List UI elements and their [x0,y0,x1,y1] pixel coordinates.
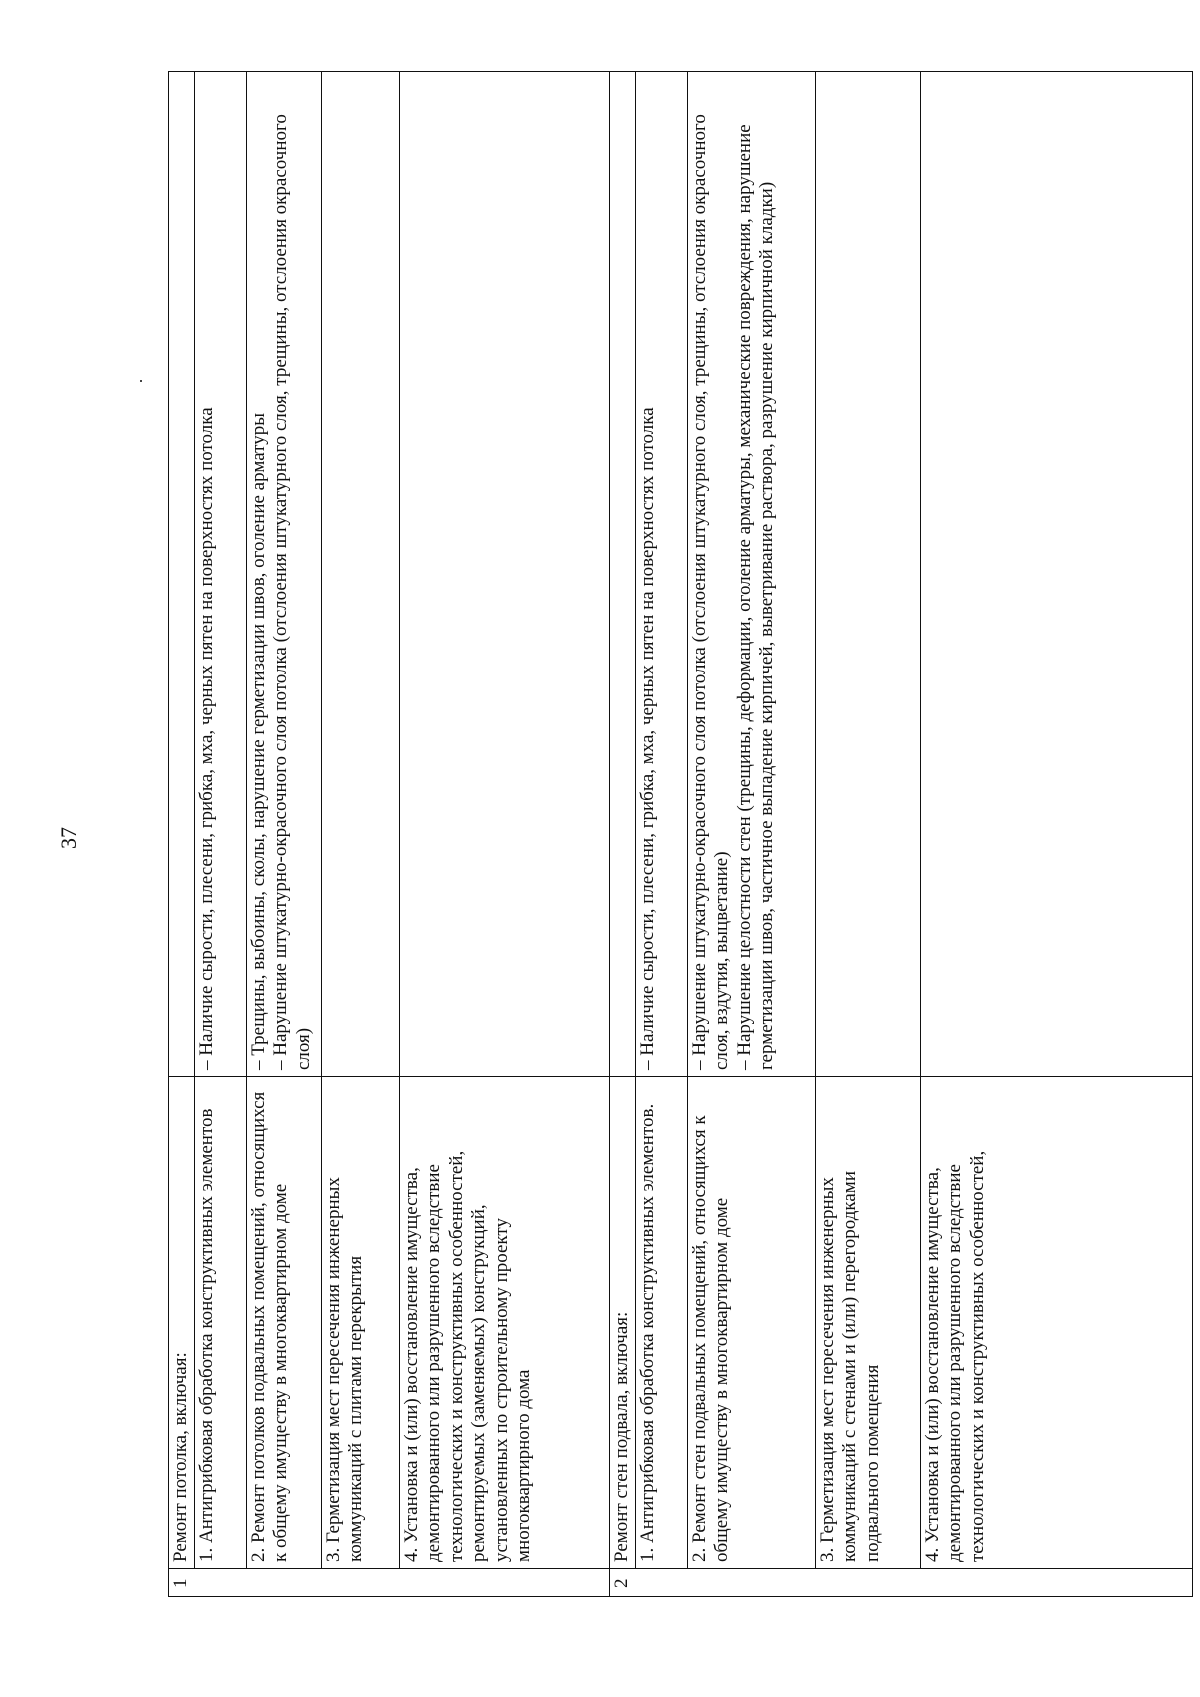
conditions-cell [610,72,636,1077]
work-item: 3. Герметизация мест пересечения инженерных коммуникаций с стенами и (или) перегородками подвального помещения [816,1077,921,1569]
conditions-cell [195,72,247,1077]
conditions-cell [247,72,322,1077]
condition-text: – Нарушение целостности стен (трещины, деформации, оголение арматуры, механические повреждения, нарушение герметизации швов, частичное выпадение кирпичей, выветривание раствора, разрушение кирпичной кладки) [734,78,779,1070]
condition-text: – Трещины, выбоины, сколы, нарушение герметизации швов, оголение арматуры [248,78,270,1070]
condition-text: – Нарушение штукатурно-окрасочного слоя потолка (отслоения штукатурного слоя, трещины, отслоения окрасочного слоя) [270,78,315,1070]
table-row [921,72,1193,1597]
work-item: 1. Антигрибковая обработка конструктивных элементов. [636,1077,688,1569]
section-heading: Ремонт потолка, включая: [169,1077,195,1569]
conditions-cell [169,72,195,1077]
table-row [247,72,322,1597]
conditions-cell [636,72,688,1077]
work-item: 4. Установка и (или) восстановление имущества, демонтированного или разрушенного вследствие технологических и конструктивных особенностей, [921,1077,1193,1569]
row-number: 1 [169,1569,610,1597]
table-row [400,72,610,1597]
work-item: 3. Герметизация мест пересечения инженерных коммуникаций с плитами перекрытия [322,1077,400,1569]
row-number: 2 [610,1569,1193,1597]
conditions-cell [921,72,1193,1077]
scan-speck [140,380,142,382]
work-item: 4. Установка и (или) восстановление имущества, демонтированного или разрушенного вследствие технологических и конструктивных особенностей, ремонтируемых (заменяемых) конструкций, установленных по строительному проекту многоквартирного дома [400,1077,610,1569]
table-row [322,72,400,1597]
table-row [195,72,247,1597]
work-item: 1. Антигрибковая обработка конструктивных элементов [195,1077,247,1569]
repair-works-table [168,71,1193,1597]
table-row [688,72,816,1597]
table-row [610,72,636,1597]
work-item: 2. Ремонт потолков подвальных помещений, относящихся к общему имуществу в многоквартирном доме [247,1077,322,1569]
page-number: 37 [56,827,81,849]
conditions-cell [688,72,816,1077]
table-row [816,72,921,1597]
work-item: 2. Ремонт стен подвальных помещений, относящихся к общему имуществу в многоквартирном доме [688,1077,816,1569]
table-row [169,72,195,1597]
table-row [636,72,688,1597]
condition-text: – Наличие сырости, плесени, грибка, мха, черных пятен на поверхностях потолка [637,78,659,1070]
conditions-cell [816,72,921,1077]
condition-text: – Наличие сырости, плесени, грибка, мха, черных пятен на поверхностях потолка [196,78,218,1070]
conditions-cell [400,72,610,1077]
condition-text: – Нарушение штукатурно-окрасочного слоя потолка (отслоения штукатурного слоя, трещины, отслоения окрасочного слоя, вздутия, выцветание) [689,78,734,1070]
conditions-cell [322,72,400,1077]
section-heading: Ремонт стен подвала, включая: [610,1077,636,1569]
rotated-table-wrapper [168,72,1193,1597]
